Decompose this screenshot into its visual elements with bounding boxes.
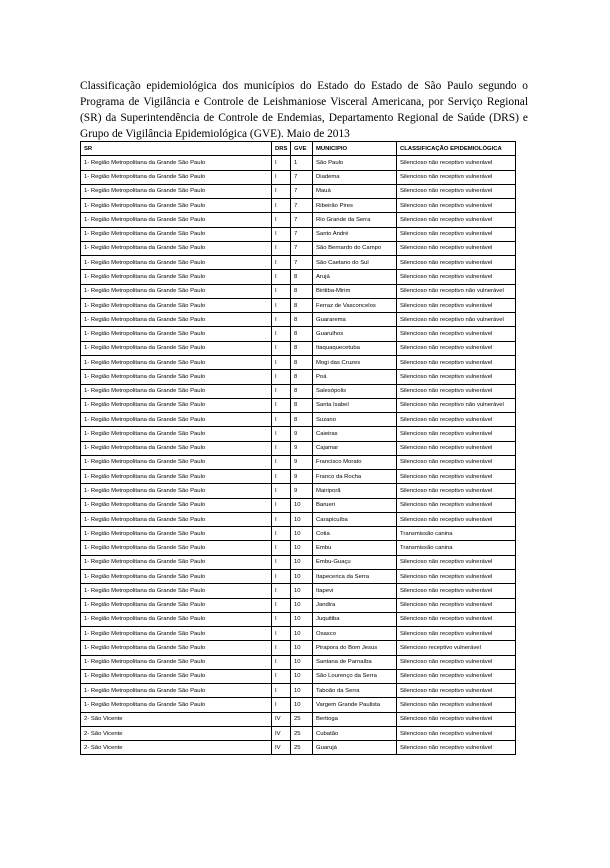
cell-drs: I [272,327,291,341]
cell-sr: 1- Região Metropolitana da Grande São Paulo [81,627,272,641]
document-title: Classificação epidemiológica dos municípios do Estado do Estado de São Paulo segundo o Programa de Vigilância e Controle de Leishmaniose Visceral Americana, por Serviço Regional (SR) da Superintendência de Controle de Endemias, Departamento Regional de Saúde (DRS) e Grupo de Vigilância Epidemiológica (GVE). Maio de 2013 [80,80,528,141]
cell-municipio: Cajamar [313,441,397,455]
cell-municipio: Embu [313,541,397,555]
cell-municipio: São Paulo [313,156,397,170]
cell-municipio: Guarulhos [313,327,397,341]
table-row [81,241,516,255]
cell-sr: 1- Região Metropolitana da Grande São Paulo [81,555,272,569]
cell-sr: 1- Região Metropolitana da Grande São Paulo [81,156,272,170]
cell-municipio: Mogi das Cruzes [313,355,397,369]
cell-classificacao: Silencioso não receptivo vulnerável [397,555,516,569]
cell-gve: 10 [291,541,313,555]
cell-sr: 1- Região Metropolitana da Grande São Paulo [81,227,272,241]
cell-gve: 25 [291,712,313,726]
table-row [81,598,516,612]
cell-municipio: Ribeirão Pires [313,199,397,213]
table-row [81,655,516,669]
cell-sr: 1- Região Metropolitana da Grande São Paulo [81,270,272,284]
table-row [81,184,516,198]
cell-municipio: Barueri [313,498,397,512]
cell-classificacao: Silencioso não receptivo vulnerável [397,726,516,740]
cell-classificacao: Silencioso não receptivo vulnerável [397,370,516,384]
table-row [81,641,516,655]
cell-drs: IV [272,712,291,726]
table-row [81,484,516,498]
cell-sr: 1- Região Metropolitana da Grande São Paulo [81,669,272,683]
cell-municipio: São Bernardo do Campo [313,241,397,255]
cell-gve: 8 [291,270,313,284]
cell-drs: IV [272,741,291,755]
cell-drs: I [272,498,291,512]
cell-drs: IV [272,726,291,740]
cell-gve: 10 [291,512,313,526]
cell-sr: 2- São Vicente [81,726,272,740]
cell-classificacao: Silencioso receptivo vulnerável [397,641,516,655]
cell-sr: 1- Região Metropolitana da Grande São Paulo [81,398,272,412]
table-row [81,584,516,598]
cell-sr: 1- Região Metropolitana da Grande São Paulo [81,256,272,270]
cell-municipio: Guararema [313,313,397,327]
table-row [81,512,516,526]
table-row [81,355,516,369]
cell-gve: 25 [291,741,313,755]
cell-municipio: Ferraz de Vasconcelos [313,298,397,312]
header-drs: DRS [272,142,291,156]
cell-drs: I [272,184,291,198]
cell-municipio: Santana de Parnaíba [313,655,397,669]
cell-sr: 1- Região Metropolitana da Grande São Paulo [81,241,272,255]
cell-classificacao: Silencioso não receptivo vulnerável [397,355,516,369]
table-row [81,298,516,312]
cell-drs: I [272,541,291,555]
cell-sr: 1- Região Metropolitana da Grande São Paulo [81,584,272,598]
cell-classificacao: Silencioso não receptivo vulnerável [397,427,516,441]
cell-drs: I [272,641,291,655]
cell-drs: I [272,427,291,441]
cell-sr: 1- Região Metropolitana da Grande São Paulo [81,427,272,441]
cell-sr: 1- Região Metropolitana da Grande São Paulo [81,184,272,198]
cell-drs: I [272,241,291,255]
cell-drs: I [272,684,291,698]
cell-gve: 9 [291,455,313,469]
table-row [81,284,516,298]
cell-gve: 8 [291,384,313,398]
table-row [81,741,516,755]
cell-drs: I [272,341,291,355]
cell-classificacao: Silencioso não receptivo não vulnerável [397,313,516,327]
table-row [81,612,516,626]
cell-drs: I [272,227,291,241]
cell-classificacao: Silencioso não receptivo vulnerável [397,227,516,241]
cell-municipio: Arujá [313,270,397,284]
cell-classificacao: Silencioso não receptivo vulnerável [397,341,516,355]
header-classificacao: CLASSIFICAÇÃO EPIDEMIOLÓGICA [397,142,516,156]
header-gve: GVE [291,142,313,156]
cell-municipio: Taboão da Serra [313,684,397,698]
cell-classificacao: Silencioso não receptivo vulnerável [397,384,516,398]
cell-municipio: Bertioga [313,712,397,726]
cell-gve: 7 [291,241,313,255]
cell-gve: 8 [291,413,313,427]
cell-municipio: Cotia [313,527,397,541]
cell-sr: 1- Região Metropolitana da Grande São Paulo [81,527,272,541]
cell-sr: 1- Região Metropolitana da Grande São Paulo [81,684,272,698]
table-row [81,413,516,427]
cell-sr: 1- Região Metropolitana da Grande São Paulo [81,284,272,298]
cell-classificacao: Silencioso não receptivo vulnerável [397,612,516,626]
table-row [81,684,516,698]
table-row [81,555,516,569]
table-row [81,441,516,455]
table-header-row [81,142,516,156]
cell-drs: I [272,199,291,213]
cell-gve: 1 [291,156,313,170]
table-row [81,569,516,583]
cell-classificacao: Silencioso não receptivo vulnerável [397,684,516,698]
table-row [81,726,516,740]
cell-sr: 1- Região Metropolitana da Grande São Paulo [81,484,272,498]
table-row [81,498,516,512]
cell-sr: 1- Região Metropolitana da Grande São Paulo [81,170,272,184]
cell-classificacao: Silencioso não receptivo vulnerável [397,298,516,312]
cell-classificacao: Silencioso não receptivo vulnerável [397,184,516,198]
cell-drs: I [272,698,291,712]
cell-classificacao: Silencioso não receptivo vulnerável [397,584,516,598]
table-row [81,427,516,441]
cell-gve: 9 [291,484,313,498]
cell-classificacao: Silencioso não receptivo vulnerável [397,199,516,213]
cell-municipio: Suzano [313,413,397,427]
table-row [81,227,516,241]
table-row [81,327,516,341]
cell-classificacao: Silencioso não receptivo vulnerável [397,655,516,669]
cell-municipio: Itapevi [313,584,397,598]
cell-classificacao: Silencioso não receptivo vulnerável [397,512,516,526]
cell-drs: I [272,413,291,427]
cell-gve: 10 [291,684,313,698]
cell-sr: 1- Região Metropolitana da Grande São Paulo [81,327,272,341]
cell-sr: 1- Região Metropolitana da Grande São Paulo [81,569,272,583]
table-row [81,313,516,327]
cell-municipio: São Caetano do Sul [313,256,397,270]
cell-gve: 7 [291,199,313,213]
cell-sr: 1- Região Metropolitana da Grande São Paulo [81,470,272,484]
cell-sr: 1- Região Metropolitana da Grande São Paulo [81,512,272,526]
cell-classificacao: Transmissão canina [397,527,516,541]
cell-classificacao: Silencioso não receptivo vulnerável [397,627,516,641]
cell-gve: 10 [291,612,313,626]
cell-drs: I [272,569,291,583]
cell-gve: 10 [291,641,313,655]
table-row [81,527,516,541]
cell-municipio: Jandira [313,598,397,612]
cell-municipio: Itapecerica da Serra [313,569,397,583]
cell-sr: 1- Região Metropolitana da Grande São Paulo [81,612,272,626]
cell-municipio: Guarujá [313,741,397,755]
cell-drs: I [272,355,291,369]
cell-drs: I [272,484,291,498]
cell-drs: I [272,298,291,312]
cell-classificacao: Silencioso não receptivo vulnerável [397,712,516,726]
cell-gve: 8 [291,355,313,369]
cell-gve: 8 [291,298,313,312]
cell-municipio: Cubatão [313,726,397,740]
cell-drs: I [272,627,291,641]
cell-sr: 1- Região Metropolitana da Grande São Paulo [81,370,272,384]
cell-sr: 1- Região Metropolitana da Grande São Paulo [81,698,272,712]
cell-classificacao: Silencioso não receptivo vulnerável [397,156,516,170]
table-row [81,712,516,726]
cell-gve: 7 [291,256,313,270]
table-row [81,256,516,270]
cell-drs: I [272,669,291,683]
cell-drs: I [272,170,291,184]
cell-municipio: Mairiporã [313,484,397,498]
cell-classificacao: Silencioso não receptivo vulnerável [397,669,516,683]
cell-gve: 7 [291,170,313,184]
cell-gve: 10 [291,598,313,612]
cell-sr: 1- Região Metropolitana da Grande São Paulo [81,199,272,213]
cell-drs: I [272,270,291,284]
cell-sr: 2- São Vicente [81,741,272,755]
cell-sr: 1- Região Metropolitana da Grande São Paulo [81,655,272,669]
table-row [81,170,516,184]
cell-drs: I [272,612,291,626]
cell-drs: I [272,455,291,469]
cell-gve: 10 [291,655,313,669]
cell-drs: I [272,213,291,227]
header-sr: SR [81,142,272,156]
cell-drs: I [272,384,291,398]
cell-classificacao: Silencioso não receptivo vulnerável [397,270,516,284]
cell-gve: 10 [291,627,313,641]
cell-municipio: Poá [313,370,397,384]
cell-gve: 9 [291,441,313,455]
table-row [81,270,516,284]
cell-gve: 25 [291,726,313,740]
cell-municipio: Santo André [313,227,397,241]
cell-sr: 1- Região Metropolitana da Grande São Paulo [81,441,272,455]
cell-gve: 7 [291,227,313,241]
cell-municipio: Salesópolis [313,384,397,398]
cell-drs: I [272,598,291,612]
cell-gve: 8 [291,284,313,298]
cell-sr: 1- Região Metropolitana da Grande São Paulo [81,384,272,398]
cell-classificacao: Silencioso não receptivo vulnerável [397,569,516,583]
cell-municipio: Mauá [313,184,397,198]
cell-classificacao: Silencioso não receptivo vulnerável [397,470,516,484]
cell-gve: 8 [291,370,313,384]
cell-classificacao: Silencioso não receptivo vulnerável [397,698,516,712]
cell-drs: I [272,441,291,455]
cell-classificacao: Silencioso não receptivo vulnerável [397,413,516,427]
table-row [81,669,516,683]
cell-classificacao: Silencioso não receptivo não vulnerável [397,284,516,298]
cell-drs: I [272,156,291,170]
cell-municipio: Vargem Grande Paulista [313,698,397,712]
cell-gve: 10 [291,698,313,712]
cell-sr: 1- Região Metropolitana da Grande São Paulo [81,313,272,327]
cell-gve: 9 [291,470,313,484]
cell-classificacao: Silencioso não receptivo vulnerável [397,441,516,455]
cell-classificacao: Silencioso não receptivo não vulnerável [397,398,516,412]
cell-sr: 1- Região Metropolitana da Grande São Paulo [81,298,272,312]
cell-municipio: Pirapora do Bom Jesus [313,641,397,655]
classification-table [80,141,516,755]
cell-municipio: Caieiras [313,427,397,441]
table-row [81,698,516,712]
table-body [81,156,516,755]
cell-classificacao: Silencioso não receptivo vulnerável [397,241,516,255]
cell-sr: 1- Região Metropolitana da Grande São Paulo [81,498,272,512]
cell-gve: 8 [291,327,313,341]
table-row [81,213,516,227]
table-row [81,384,516,398]
cell-municipio: Biritiba-Mirim [313,284,397,298]
cell-gve: 8 [291,341,313,355]
cell-sr: 1- Região Metropolitana da Grande São Paulo [81,355,272,369]
cell-classificacao: Silencioso não receptivo vulnerável [397,598,516,612]
cell-municipio: Diadema [313,170,397,184]
cell-gve: 7 [291,184,313,198]
cell-municipio: Osasco [313,627,397,641]
cell-sr: 1- Região Metropolitana da Grande São Paulo [81,213,272,227]
cell-drs: I [272,284,291,298]
cell-municipio: Franco da Rocha [313,470,397,484]
cell-drs: I [272,256,291,270]
table-row [81,156,516,170]
cell-municipio: São Lourenço da Serra [313,669,397,683]
table-row [81,627,516,641]
cell-drs: I [272,555,291,569]
cell-drs: I [272,512,291,526]
cell-drs: I [272,527,291,541]
cell-drs: I [272,470,291,484]
cell-gve: 10 [291,569,313,583]
cell-drs: I [272,370,291,384]
cell-gve: 10 [291,584,313,598]
cell-classificacao: Transmissão canina [397,541,516,555]
cell-sr: 2- São Vicente [81,712,272,726]
cell-gve: 8 [291,313,313,327]
table-row [81,341,516,355]
cell-sr: 1- Região Metropolitana da Grande São Paulo [81,455,272,469]
cell-classificacao: Silencioso não receptivo vulnerável [397,484,516,498]
cell-classificacao: Silencioso não receptivo vulnerável [397,256,516,270]
cell-gve: 10 [291,498,313,512]
cell-municipio: Carapicuíba [313,512,397,526]
cell-drs: I [272,584,291,598]
cell-municipio: Francisco Morato [313,455,397,469]
cell-classificacao: Silencioso não receptivo vulnerável [397,170,516,184]
cell-classificacao: Silencioso não receptivo vulnerável [397,741,516,755]
cell-municipio: Itaquaquecetuba [313,341,397,355]
header-municipio: MUNICIPIO [313,142,397,156]
cell-classificacao: Silencioso não receptivo vulnerável [397,213,516,227]
cell-drs: I [272,655,291,669]
cell-sr: 1- Região Metropolitana da Grande São Paulo [81,598,272,612]
cell-gve: 8 [291,398,313,412]
cell-municipio: Santa Isabel [313,398,397,412]
table-row [81,470,516,484]
cell-sr: 1- Região Metropolitana da Grande São Paulo [81,341,272,355]
cell-sr: 1- Região Metropolitana da Grande São Paulo [81,641,272,655]
table-row [81,370,516,384]
cell-drs: I [272,398,291,412]
cell-classificacao: Silencioso não receptivo vulnerável [397,327,516,341]
cell-gve: 9 [291,427,313,441]
cell-gve: 10 [291,527,313,541]
table-row [81,455,516,469]
cell-sr: 1- Região Metropolitana da Grande São Paulo [81,413,272,427]
cell-municipio: Juquitiba [313,612,397,626]
cell-classificacao: Silencioso não receptivo vulnerável [397,498,516,512]
cell-gve: 7 [291,213,313,227]
table-row [81,541,516,555]
cell-classificacao: Silencioso não receptivo vulnerável [397,455,516,469]
cell-municipio: Embu-Guaçu [313,555,397,569]
cell-gve: 10 [291,669,313,683]
cell-municipio: Rio Grande da Serra [313,213,397,227]
table-row [81,398,516,412]
cell-gve: 10 [291,555,313,569]
cell-drs: I [272,313,291,327]
table-row [81,199,516,213]
cell-sr: 1- Região Metropolitana da Grande São Paulo [81,541,272,555]
